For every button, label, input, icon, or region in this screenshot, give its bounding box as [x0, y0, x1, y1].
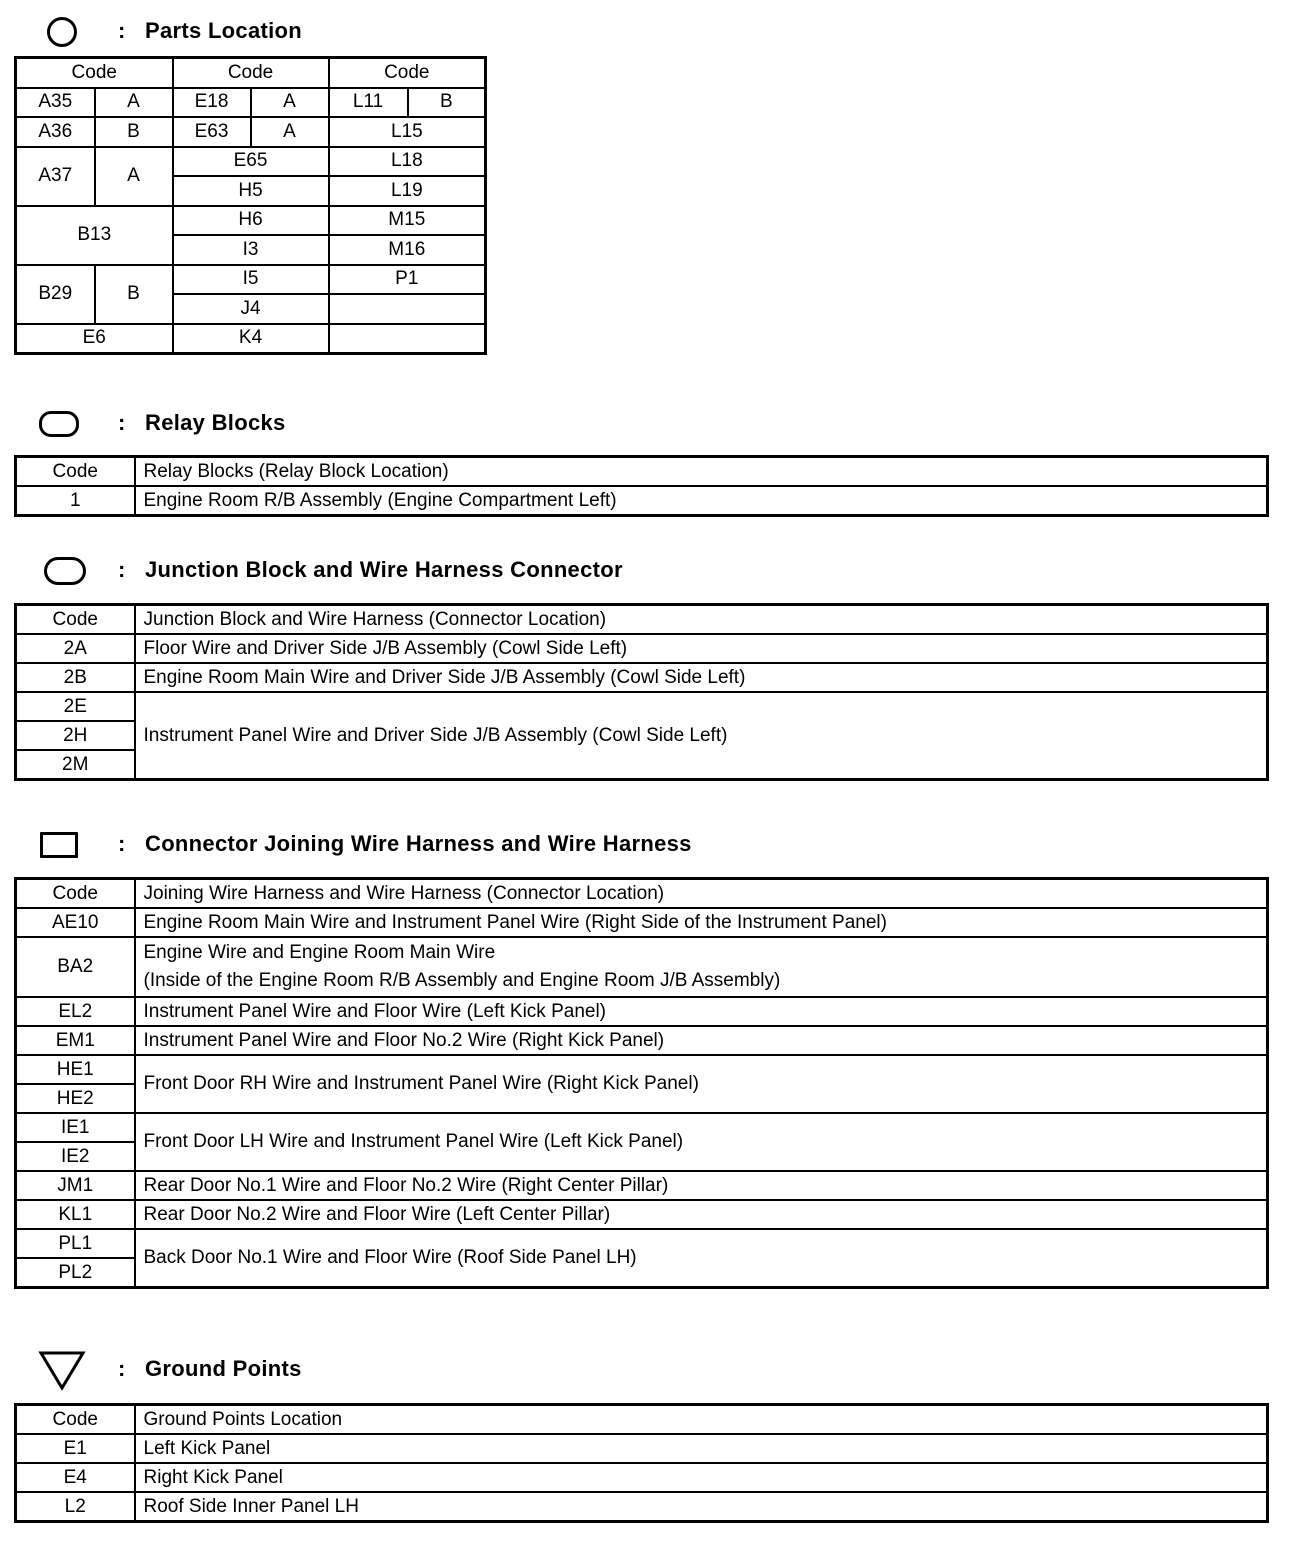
table-row	[16, 1171, 1268, 1200]
triangle-symbol-icon	[38, 1350, 86, 1392]
part-letter: B	[95, 117, 173, 147]
junction-location: Instrument Panel Wire and Driver Side J/B Assembly (Cowl Side Left)	[135, 692, 1268, 780]
table-row	[16, 997, 1268, 1026]
part-code	[329, 294, 486, 324]
heading-colon: :	[118, 18, 126, 43]
circle-symbol-icon	[47, 17, 77, 47]
connector-location: Rear Door No.2 Wire and Floor Wire (Left Center Pillar)	[135, 1200, 1268, 1229]
connector-code: JM1	[16, 1171, 135, 1200]
connector-code: IE2	[16, 1142, 135, 1171]
table-row	[16, 117, 486, 147]
junction-code: 2E	[16, 692, 135, 721]
section-title: Ground Points	[145, 1356, 302, 1381]
connector-code: EM1	[16, 1026, 135, 1055]
rectangle-symbol-icon	[40, 832, 78, 858]
part-code: A36	[16, 117, 95, 147]
section-title: Connector Joining Wire Harness and Wire Harness	[145, 831, 692, 856]
ground-code: E1	[16, 1434, 135, 1463]
junction-code: 2H	[16, 721, 135, 750]
part-code: H6	[173, 206, 329, 236]
table-row	[16, 1113, 1268, 1142]
table-row	[16, 692, 1268, 721]
column-header: Code	[329, 58, 486, 88]
heading-colon: :	[118, 557, 126, 582]
section-title: Junction Block and Wire Harness Connector	[145, 557, 623, 582]
part-code: A35	[16, 88, 95, 118]
location-header: Joining Wire Harness and Wire Harness (Connector Location)	[135, 879, 1268, 909]
table-row	[16, 1434, 1268, 1463]
part-code	[329, 324, 486, 354]
part-letter: A	[95, 147, 173, 206]
part-code: M16	[329, 235, 486, 265]
column-header: Code	[173, 58, 329, 88]
connector-location: Back Door No.1 Wire and Floor Wire (Roof Side Panel LH)	[135, 1229, 1268, 1288]
part-code: B29	[16, 265, 95, 324]
table-row	[16, 634, 1268, 663]
connector-location: Engine Room Main Wire and Instrument Panel Wire (Right Side of the Instrument Panel)	[135, 908, 1268, 937]
table-row	[16, 88, 486, 118]
part-code: P1	[329, 265, 486, 295]
part-code: I5	[173, 265, 329, 295]
connector-code: IE1	[16, 1113, 135, 1142]
table-header-row	[16, 879, 1268, 909]
code-header: Code	[16, 457, 135, 487]
location-header: Junction Block and Wire Harness (Connector Location)	[135, 605, 1268, 635]
table-header-row	[16, 457, 1268, 487]
part-letter: A	[251, 117, 329, 147]
junction-code: 2B	[16, 663, 135, 692]
relay-blocks-table	[14, 455, 1269, 517]
part-letter: A	[251, 88, 329, 118]
ground-code: L2	[16, 1492, 135, 1522]
location-header: Ground Points Location	[135, 1405, 1268, 1435]
connector-code: PL1	[16, 1229, 135, 1258]
ground-points-table	[14, 1403, 1269, 1523]
table-row	[16, 1492, 1268, 1522]
part-letter: A	[95, 88, 173, 118]
location-header: Relay Blocks (Relay Block Location)	[135, 457, 1268, 487]
connector-location: Instrument Panel Wire and Floor No.2 Wire (Right Kick Panel)	[135, 1026, 1268, 1055]
relay-location: Engine Room R/B Assembly (Engine Compartment Left)	[135, 486, 1268, 516]
connector-code: HE2	[16, 1084, 135, 1113]
connector-location-line: Engine Wire and Engine Room Main Wire	[143, 942, 496, 963]
part-code: M15	[329, 206, 486, 236]
relay-code: 1	[16, 486, 135, 516]
junction-code: 2M	[16, 750, 135, 780]
ground-location: Left Kick Panel	[135, 1434, 1268, 1463]
part-letter: B	[95, 265, 173, 324]
table-row	[16, 908, 1268, 937]
connector-location: Front Door RH Wire and Instrument Panel Wire (Right Kick Panel)	[135, 1055, 1268, 1113]
part-code: B13	[16, 206, 173, 265]
section-title: Parts Location	[145, 18, 303, 43]
table-row	[16, 147, 486, 177]
connector-code: AE10	[16, 908, 135, 937]
connector-location-line: (Inside of the Engine Room R/B Assembly and Engine Room J/B Assembly)	[143, 970, 781, 991]
ground-location: Right Kick Panel	[135, 1463, 1268, 1492]
part-code: K4	[173, 324, 329, 354]
table-row	[16, 1055, 1268, 1084]
heading-colon: :	[118, 831, 126, 856]
rounded-rect-symbol-icon	[39, 411, 79, 437]
section-title: Relay Blocks	[145, 410, 286, 435]
part-code: E65	[173, 147, 329, 177]
connector-code: PL2	[16, 1258, 135, 1288]
part-code: E6	[16, 324, 173, 354]
part-code: H5	[173, 176, 329, 206]
ground-code: E4	[16, 1463, 135, 1492]
part-code: E18	[173, 88, 251, 118]
junction-location: Engine Room Main Wire and Driver Side J/B Assembly (Cowl Side Left)	[135, 663, 1268, 692]
part-code: L15	[329, 117, 486, 147]
table-row	[16, 486, 1268, 516]
connector-location	[135, 937, 1268, 997]
junction-code: 2A	[16, 634, 135, 663]
table-row	[16, 663, 1268, 692]
connector-location: Front Door LH Wire and Instrument Panel Wire (Left Kick Panel)	[135, 1113, 1268, 1171]
connector-code: HE1	[16, 1055, 135, 1084]
part-code: L19	[329, 176, 486, 206]
connector-location: Instrument Panel Wire and Floor Wire (Left Kick Panel)	[135, 997, 1268, 1026]
junction-location: Floor Wire and Driver Side J/B Assembly (Cowl Side Left)	[135, 634, 1268, 663]
connector-code: KL1	[16, 1200, 135, 1229]
table-row	[16, 1463, 1268, 1492]
connector-code: EL2	[16, 997, 135, 1026]
code-header: Code	[16, 605, 135, 635]
table-row	[16, 265, 486, 295]
part-letter: B	[408, 88, 486, 118]
column-header: Code	[16, 58, 173, 88]
parts-location-table	[14, 56, 487, 355]
table-row	[16, 206, 486, 236]
part-code: J4	[173, 294, 329, 324]
table-header-row	[16, 1405, 1268, 1435]
table-row	[16, 937, 1268, 997]
code-header: Code	[16, 1405, 135, 1435]
part-code: L18	[329, 147, 486, 177]
heading-colon: :	[118, 1356, 126, 1381]
table-header-row	[16, 58, 486, 88]
heading-colon: :	[118, 410, 126, 435]
oval-symbol-icon	[44, 557, 86, 585]
code-header: Code	[16, 879, 135, 909]
table-row	[16, 1200, 1268, 1229]
connector-code: BA2	[16, 937, 135, 997]
part-code: E63	[173, 117, 251, 147]
part-code: A37	[16, 147, 95, 206]
connector-location: Rear Door No.1 Wire and Floor No.2 Wire (Right Center Pillar)	[135, 1171, 1268, 1200]
table-row	[16, 1026, 1268, 1055]
part-code: L11	[329, 88, 408, 118]
table-header-row	[16, 605, 1268, 635]
junction-block-table	[14, 603, 1269, 781]
part-code: I3	[173, 235, 329, 265]
connector-table	[14, 877, 1269, 1289]
table-row	[16, 1229, 1268, 1258]
ground-location: Roof Side Inner Panel LH	[135, 1492, 1268, 1522]
table-row	[16, 324, 486, 354]
